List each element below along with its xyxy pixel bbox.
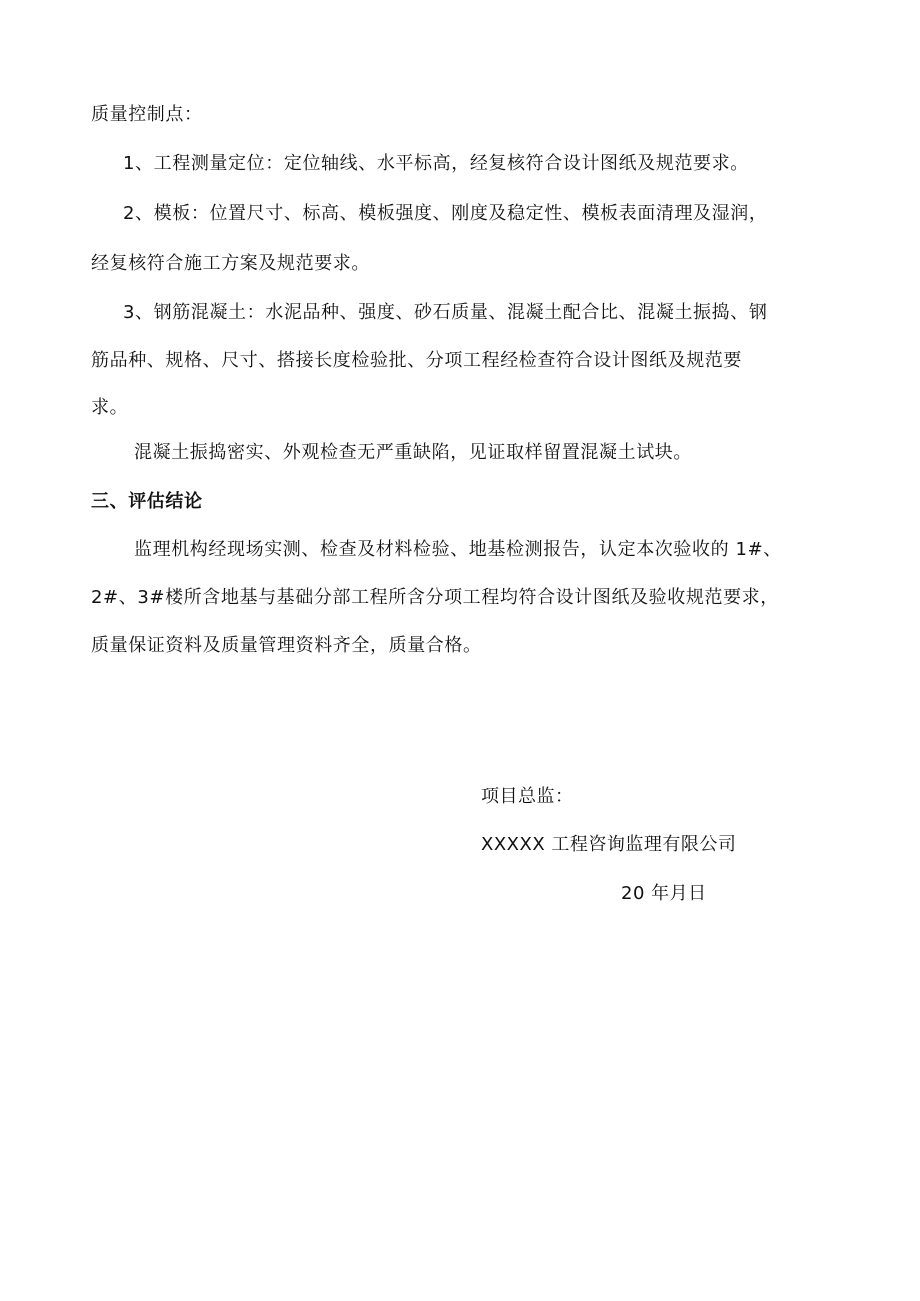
quality-control-title: 质量控制点：: [91, 104, 203, 125]
section-heading-evaluation-conclusion: 三、评估结论: [91, 491, 203, 512]
signature-date: 20 年月日: [621, 883, 707, 904]
project-director-label: 项目总监：: [481, 786, 574, 807]
item-2-line-1: 2、模板：位置尺寸、标高、模板强度、刚度及稳定性、模板表面清理及湿润，: [123, 203, 768, 224]
item-3-line-2: 筋品种、规格、尺寸、搭接长度检验批、分项工程经检查符合设计图纸及规范要: [91, 350, 742, 371]
item-2-line-2: 经复核符合施工方案及规范要求。: [91, 253, 370, 274]
conclusion-line-1: 监理机构经现场实测、检查及材料检验、地基检测报告，认定本次验收的 1#、: [134, 539, 782, 560]
item-3-line-1: 3、钢筋混凝土：水泥品种、强度、砂石质量、混凝土配合比、混凝土振捣、钢: [123, 302, 768, 323]
supervision-company-name: XXXXX 工程咨询监理有限公司: [481, 834, 737, 855]
conclusion-line-2: 2#、3#楼所含地基与基础分部工程所含分项工程均符合设计图纸及验收规范要求，: [91, 587, 779, 608]
item-1-line-1: 1、工程测量定位：定位轴线、水平标高，经复核符合设计图纸及规范要求。: [123, 153, 749, 174]
concrete-note: 混凝土振捣密实、外观检查无严重缺陷，见证取样留置混凝土试块。: [134, 442, 692, 463]
conclusion-line-3: 质量保证资料及质量管理资料齐全，质量合格。: [91, 635, 482, 656]
item-3-line-3: 求。: [91, 397, 129, 418]
